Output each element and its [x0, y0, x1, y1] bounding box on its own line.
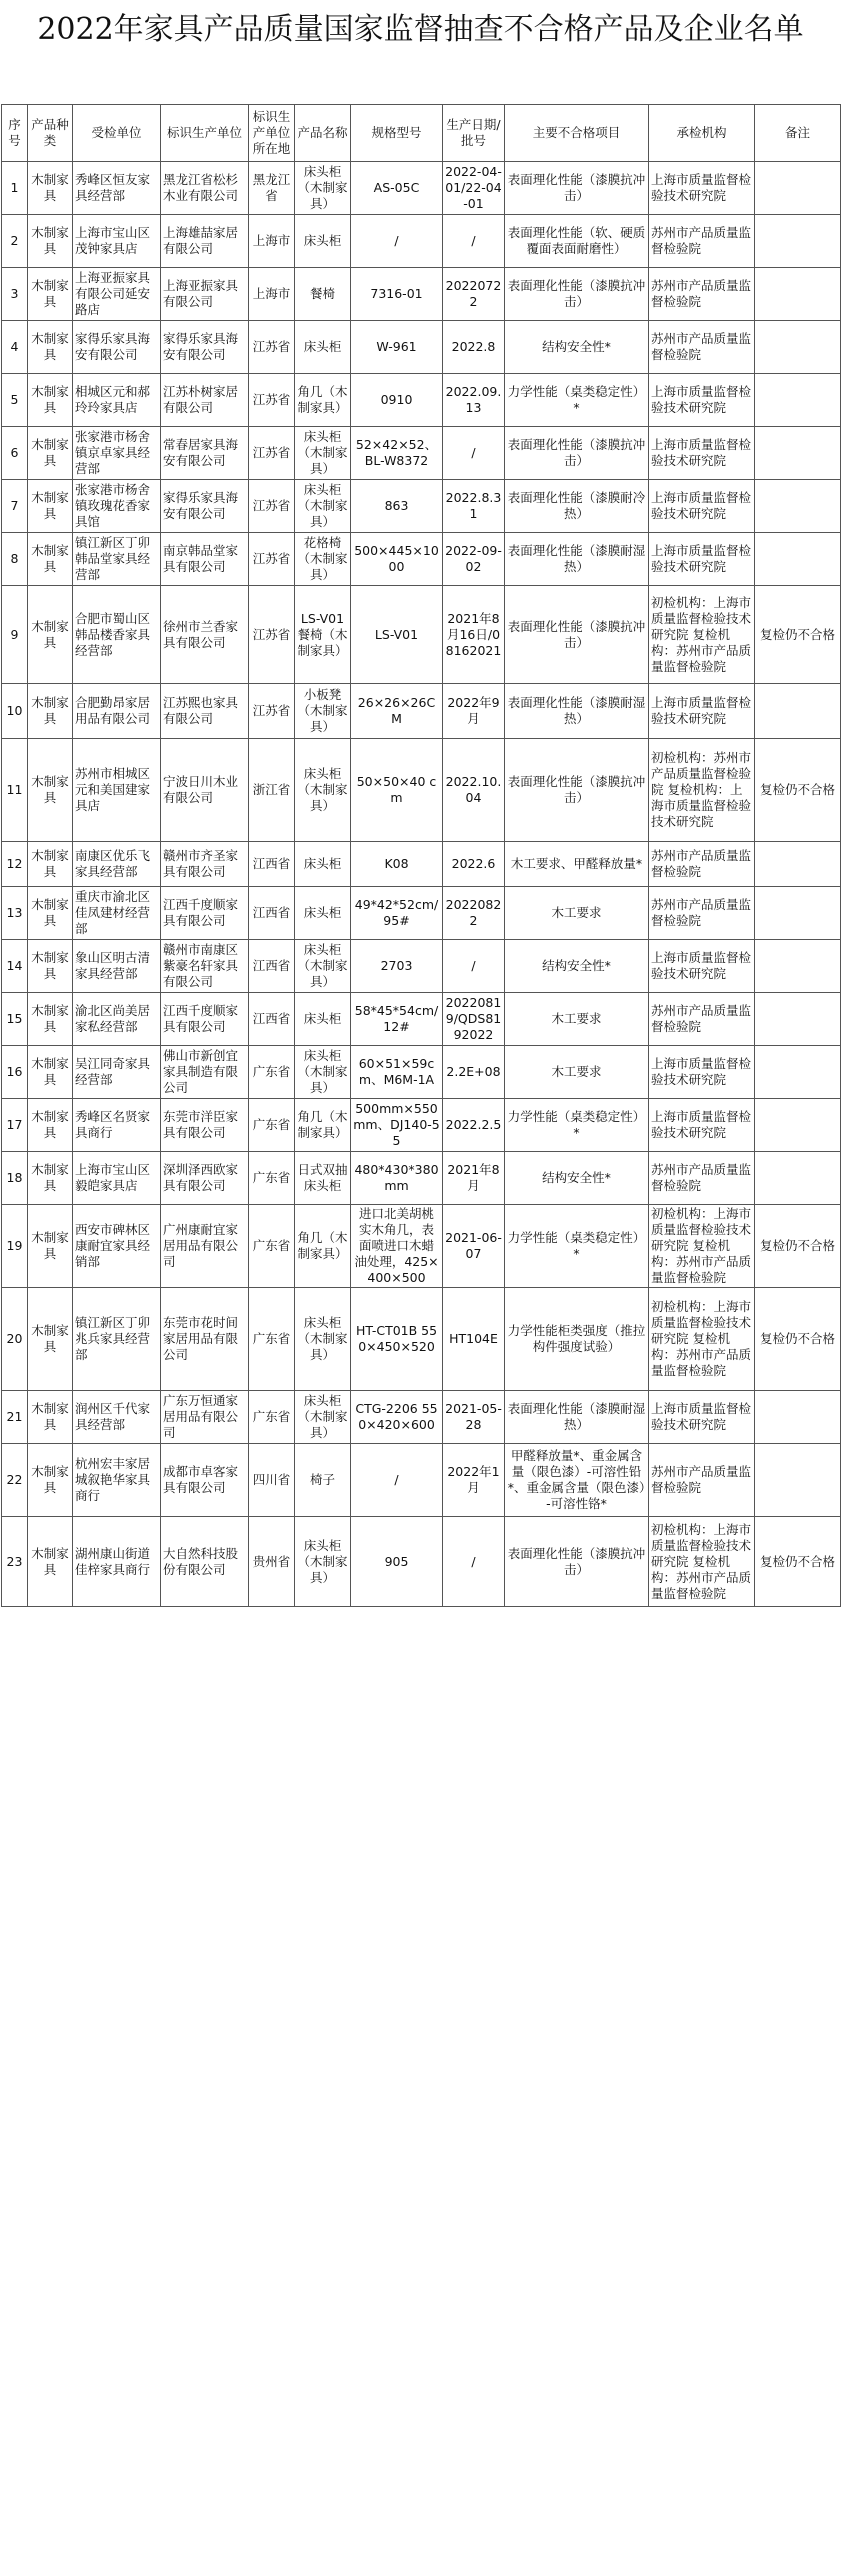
col-product-name-cell: 床头柜（木制家具） [295, 1391, 351, 1444]
col-product-name-cell: 角几（木制家具） [295, 374, 351, 427]
col-main-failure-cell: 结构安全性* [505, 1152, 649, 1205]
col-inspection-agency-cell: 上海市质量监督检验技术研究院 [649, 374, 755, 427]
col-inspection-agency-cell: 苏州市产品质量监督检验院 [649, 1444, 755, 1517]
col-category-cell: 木制家具 [28, 1517, 73, 1607]
col-index-cell: 13 [2, 887, 28, 940]
col-main-failure-cell: 表面理化性能（漆膜抗冲击） [505, 268, 649, 321]
col-location-cell: 贵州省 [249, 1517, 295, 1607]
col-inspection-agency-cell: 初检机构：上海市质量监督检验技术研究院 复检机构：苏州市产品质量监督检验院 [649, 1517, 755, 1607]
table-row [2, 374, 841, 427]
col-product-name-cell: 餐椅 [295, 268, 351, 321]
col-inspected-unit-cell: 重庆市渝北区佳凤建材经营部 [73, 887, 161, 940]
col-category-cell: 木制家具 [28, 684, 73, 739]
table-row [2, 321, 841, 374]
col-production-date-cell: / [443, 427, 505, 480]
table-row [2, 268, 841, 321]
col-inspection-agency-cell: 初检机构：上海市质量监督检验技术研究院 复检机构：苏州市产品质量监督检验院 [649, 1288, 755, 1391]
col-main-failure-cell: 表面理化性能（漆膜耐湿热） [505, 1391, 649, 1444]
header-col-index: 序号 [2, 105, 28, 162]
col-product-name-cell: 花格椅（木制家具） [295, 533, 351, 586]
col-index-cell: 12 [2, 842, 28, 887]
header-col-main-failure: 主要不合格项目 [505, 105, 649, 162]
col-manufacturer-cell: 大自然科技股份有限公司 [161, 1517, 249, 1607]
col-spec-model-cell: HT-CT01B 550×450×520 [351, 1288, 443, 1391]
col-product-name-cell: 床头柜 [295, 887, 351, 940]
col-production-date-cell: 2022年9月 [443, 684, 505, 739]
col-spec-model-cell: / [351, 1444, 443, 1517]
col-production-date-cell: 2022.8.31 [443, 480, 505, 533]
header-col-inspection-agency: 承检机构 [649, 105, 755, 162]
col-product-name-cell: 床头柜（木制家具） [295, 427, 351, 480]
col-production-date-cell: 2022.10.04 [443, 739, 505, 842]
col-index-cell: 1 [2, 162, 28, 215]
col-location-cell: 广东省 [249, 1046, 295, 1099]
col-inspection-agency-cell: 苏州市产品质量监督检验院 [649, 887, 755, 940]
col-inspected-unit-cell: 上海亚振家具有限公司延安路店 [73, 268, 161, 321]
col-index-cell: 21 [2, 1391, 28, 1444]
col-remarks-cell: 复检仍不合格 [755, 739, 841, 842]
col-location-cell: 江苏省 [249, 427, 295, 480]
col-index-cell: 17 [2, 1099, 28, 1152]
col-inspection-agency-cell: 初检机构：苏州市产品质量监督检验院 复检机构：上海市质量监督检验技术研究院 [649, 739, 755, 842]
col-remarks-cell [755, 162, 841, 215]
col-location-cell: 上海市 [249, 268, 295, 321]
col-spec-model-cell: 50×50×40 cm [351, 739, 443, 842]
col-category-cell: 木制家具 [28, 268, 73, 321]
col-production-date-cell: 20220822 [443, 887, 505, 940]
col-production-date-cell: 2021年8月 [443, 1152, 505, 1205]
col-category-cell: 木制家具 [28, 374, 73, 427]
col-location-cell: 江西省 [249, 887, 295, 940]
col-inspection-agency-cell: 上海市质量监督检验技术研究院 [649, 684, 755, 739]
col-inspection-agency-cell: 上海市质量监督检验技术研究院 [649, 1099, 755, 1152]
col-inspected-unit-cell: 合肥市蜀山区韩品楼香家具经营部 [73, 586, 161, 684]
col-category-cell: 木制家具 [28, 1288, 73, 1391]
col-manufacturer-cell: 常春居家具海安有限公司 [161, 427, 249, 480]
col-main-failure-cell: 表面理化性能（漆膜耐湿热） [505, 684, 649, 739]
col-inspected-unit-cell: 合肥勤昂家居用品有限公司 [73, 684, 161, 739]
col-inspection-agency-cell: 苏州市产品质量监督检验院 [649, 268, 755, 321]
col-spec-model-cell: W-961 [351, 321, 443, 374]
col-production-date-cell: HT104E [443, 1288, 505, 1391]
col-spec-model-cell: / [351, 215, 443, 268]
col-main-failure-cell: 力学性能（桌类稳定性）* [505, 1099, 649, 1152]
col-product-name-cell: 椅子 [295, 1444, 351, 1517]
col-category-cell: 木制家具 [28, 533, 73, 586]
col-production-date-cell: 2022.2.5 [443, 1099, 505, 1152]
col-inspection-agency-cell: 上海市质量监督检验技术研究院 [649, 480, 755, 533]
col-inspected-unit-cell: 家得乐家具海安有限公司 [73, 321, 161, 374]
table-row [2, 842, 841, 887]
col-manufacturer-cell: 东莞市花时间家居用品有限公司 [161, 1288, 249, 1391]
col-production-date-cell: / [443, 940, 505, 993]
col-main-failure-cell: 表面理化性能（漆膜抗冲击） [505, 586, 649, 684]
col-inspected-unit-cell: 镇江新区丁卯兆兵家具经营部 [73, 1288, 161, 1391]
col-location-cell: 四川省 [249, 1444, 295, 1517]
col-category-cell: 木制家具 [28, 586, 73, 684]
col-location-cell: 广东省 [249, 1099, 295, 1152]
col-inspected-unit-cell: 上海市宝山区茂钟家具店 [73, 215, 161, 268]
col-production-date-cell: 2021年8月16日/08162021 [443, 586, 505, 684]
col-index-cell: 19 [2, 1205, 28, 1288]
header-col-manufacturer: 标识生产单位 [161, 105, 249, 162]
col-production-date-cell: 20220819/QDS8192022 [443, 993, 505, 1046]
col-manufacturer-cell: 宁波日川木业有限公司 [161, 739, 249, 842]
col-remarks-cell [755, 684, 841, 739]
col-manufacturer-cell: 上海雄喆家居有限公司 [161, 215, 249, 268]
col-inspection-agency-cell: 初检机构：上海市质量监督检验技术研究院 复检机构：苏州市产品质量监督检验院 [649, 586, 755, 684]
col-production-date-cell: 2022.6 [443, 842, 505, 887]
col-main-failure-cell: 木工要求、甲醛释放量* [505, 842, 649, 887]
col-inspection-agency-cell: 初检机构：上海市质量监督检验技术研究院 复检机构：苏州市产品质量监督检验院 [649, 1205, 755, 1288]
table-row [2, 1046, 841, 1099]
header-col-inspected-unit: 受检单位 [73, 105, 161, 162]
col-index-cell: 16 [2, 1046, 28, 1099]
col-main-failure-cell: 表面理化性能（漆膜抗冲击） [505, 1517, 649, 1607]
col-remarks-cell [755, 321, 841, 374]
col-category-cell: 木制家具 [28, 427, 73, 480]
page-title: 2022年家具产品质量国家监督抽查不合格产品及企业名单 [37, 12, 804, 47]
col-manufacturer-cell: 深圳泽西欧家具有限公司 [161, 1152, 249, 1205]
col-inspection-agency-cell: 上海市质量监督检验技术研究院 [649, 940, 755, 993]
col-production-date-cell: 2022-04-01/22-04-01 [443, 162, 505, 215]
col-production-date-cell: / [443, 215, 505, 268]
col-index-cell: 9 [2, 586, 28, 684]
col-inspected-unit-cell: 象山区明古清家具经营部 [73, 940, 161, 993]
col-inspected-unit-cell: 吴江同奇家具经营部 [73, 1046, 161, 1099]
col-remarks-cell [755, 993, 841, 1046]
table-row [2, 215, 841, 268]
table-row [2, 1391, 841, 1444]
col-inspection-agency-cell: 苏州市产品质量监督检验院 [649, 215, 755, 268]
col-main-failure-cell: 木工要求 [505, 993, 649, 1046]
col-inspected-unit-cell: 张家港市杨舍镇玫瑰花香家具馆 [73, 480, 161, 533]
col-manufacturer-cell: 江苏朴树家居有限公司 [161, 374, 249, 427]
col-location-cell: 江西省 [249, 940, 295, 993]
col-spec-model-cell: 58*45*54cm/12# [351, 993, 443, 1046]
col-spec-model-cell: 0910 [351, 374, 443, 427]
col-category-cell: 木制家具 [28, 215, 73, 268]
col-spec-model-cell: 2703 [351, 940, 443, 993]
col-spec-model-cell: 60×51×59cm、M6M-1A [351, 1046, 443, 1099]
table-row [2, 533, 841, 586]
col-spec-model-cell: 7316-01 [351, 268, 443, 321]
col-remarks-cell [755, 268, 841, 321]
col-location-cell: 广东省 [249, 1152, 295, 1205]
col-category-cell: 木制家具 [28, 1205, 73, 1288]
col-remarks-cell [755, 842, 841, 887]
col-product-name-cell: 床头柜（木制家具） [295, 940, 351, 993]
col-remarks-cell [755, 374, 841, 427]
col-spec-model-cell: LS-V01 [351, 586, 443, 684]
col-inspection-agency-cell: 苏州市产品质量监督检验院 [649, 993, 755, 1046]
col-manufacturer-cell: 广东万恒通家居用品有限公司 [161, 1391, 249, 1444]
col-location-cell: 江苏省 [249, 321, 295, 374]
table-row [2, 940, 841, 993]
col-index-cell: 4 [2, 321, 28, 374]
col-inspection-agency-cell: 上海市质量监督检验技术研究院 [649, 1046, 755, 1099]
col-production-date-cell: 20220722 [443, 268, 505, 321]
col-location-cell: 江苏省 [249, 533, 295, 586]
col-remarks-cell: 复检仍不合格 [755, 1205, 841, 1288]
col-manufacturer-cell: 东莞市洋臣家具有限公司 [161, 1099, 249, 1152]
col-location-cell: 广东省 [249, 1288, 295, 1391]
col-location-cell: 黑龙江省 [249, 162, 295, 215]
col-remarks-cell [755, 215, 841, 268]
col-remarks-cell [755, 940, 841, 993]
col-spec-model-cell: 26×26×26CM [351, 684, 443, 739]
col-index-cell: 7 [2, 480, 28, 533]
col-category-cell: 木制家具 [28, 993, 73, 1046]
header-col-remarks: 备注 [755, 105, 841, 162]
col-product-name-cell: 床头柜 [295, 215, 351, 268]
col-inspected-unit-cell: 渝北区尚美居家私经营部 [73, 993, 161, 1046]
table-row [2, 1205, 841, 1288]
col-location-cell: 江苏省 [249, 586, 295, 684]
col-manufacturer-cell: 成都市卓客家具有限公司 [161, 1444, 249, 1517]
col-manufacturer-cell: 江西千度顺家具有限公司 [161, 993, 249, 1046]
header-col-category: 产品种类 [28, 105, 73, 162]
col-index-cell: 18 [2, 1152, 28, 1205]
col-index-cell: 2 [2, 215, 28, 268]
col-remarks-cell [755, 887, 841, 940]
col-location-cell: 上海市 [249, 215, 295, 268]
col-main-failure-cell: 表面理化性能（漆膜抗冲击） [505, 427, 649, 480]
col-category-cell: 木制家具 [28, 739, 73, 842]
table-row [2, 887, 841, 940]
table-header [2, 105, 841, 162]
col-main-failure-cell: 力学性能（桌类稳定性）* [505, 1205, 649, 1288]
col-category-cell: 木制家具 [28, 1152, 73, 1205]
col-spec-model-cell: 863 [351, 480, 443, 533]
col-inspected-unit-cell: 杭州宏丰家居城叙艳华家具商行 [73, 1444, 161, 1517]
col-remarks-cell: 复检仍不合格 [755, 586, 841, 684]
col-inspection-agency-cell: 上海市质量监督检验技术研究院 [649, 533, 755, 586]
col-index-cell: 11 [2, 739, 28, 842]
col-manufacturer-cell: 上海亚振家具有限公司 [161, 268, 249, 321]
col-manufacturer-cell: 家得乐家具海安有限公司 [161, 321, 249, 374]
col-main-failure-cell: 表面理化性能（漆膜耐湿热） [505, 533, 649, 586]
col-index-cell: 20 [2, 1288, 28, 1391]
col-inspected-unit-cell: 镇江新区丁卯韩品堂家具经营部 [73, 533, 161, 586]
col-index-cell: 23 [2, 1517, 28, 1607]
col-inspection-agency-cell: 苏州市产品质量监督检验院 [649, 321, 755, 374]
col-spec-model-cell: 49*42*52cm/95# [351, 887, 443, 940]
col-inspected-unit-cell: 润州区千代家具经营部 [73, 1391, 161, 1444]
col-category-cell: 木制家具 [28, 842, 73, 887]
col-product-name-cell: LS-V01餐椅（木制家具） [295, 586, 351, 684]
col-index-cell: 14 [2, 940, 28, 993]
col-manufacturer-cell: 家得乐家具海安有限公司 [161, 480, 249, 533]
col-manufacturer-cell: 江苏熙也家具有限公司 [161, 684, 249, 739]
col-remarks-cell [755, 1152, 841, 1205]
col-category-cell: 木制家具 [28, 480, 73, 533]
col-spec-model-cell: CTG-2206 550×420×600 [351, 1391, 443, 1444]
col-category-cell: 木制家具 [28, 1046, 73, 1099]
table-row [2, 684, 841, 739]
col-remarks-cell [755, 1099, 841, 1152]
col-product-name-cell: 角几（木制家具） [295, 1099, 351, 1152]
table-row [2, 993, 841, 1046]
table-row [2, 586, 841, 684]
col-spec-model-cell: AS-05C [351, 162, 443, 215]
col-product-name-cell: 床头柜（木制家具） [295, 162, 351, 215]
col-main-failure-cell: 结构安全性* [505, 321, 649, 374]
header-col-location: 标识生产单位所在地 [249, 105, 295, 162]
col-main-failure-cell: 表面理化性能（漆膜抗冲击） [505, 162, 649, 215]
col-product-name-cell: 床头柜（木制家具） [295, 1517, 351, 1607]
col-remarks-cell [755, 1046, 841, 1099]
col-remarks-cell [755, 427, 841, 480]
table-row [2, 1517, 841, 1607]
table-body [2, 162, 841, 1607]
col-product-name-cell: 角几（木制家具） [295, 1205, 351, 1288]
col-production-date-cell: / [443, 1517, 505, 1607]
col-main-failure-cell: 木工要求 [505, 887, 649, 940]
col-location-cell: 江西省 [249, 842, 295, 887]
col-index-cell: 15 [2, 993, 28, 1046]
table-row [2, 480, 841, 533]
col-spec-model-cell: 52×42×52、BL-W8372 [351, 427, 443, 480]
col-remarks-cell: 复检仍不合格 [755, 1517, 841, 1607]
col-inspected-unit-cell: 苏州市相城区元和美国建家具店 [73, 739, 161, 842]
col-location-cell: 江苏省 [249, 374, 295, 427]
col-inspected-unit-cell: 张家港市杨舍镇京卓家具经营部 [73, 427, 161, 480]
nonconforming-products-table [1, 104, 841, 1607]
col-production-date-cell: 2022.8 [443, 321, 505, 374]
col-inspection-agency-cell: 上海市质量监督检验技术研究院 [649, 162, 755, 215]
col-inspected-unit-cell: 南康区优乐飞家具经营部 [73, 842, 161, 887]
col-spec-model-cell: K08 [351, 842, 443, 887]
col-location-cell: 江苏省 [249, 684, 295, 739]
col-inspection-agency-cell: 上海市质量监督检验技术研究院 [649, 1391, 755, 1444]
col-production-date-cell: 2.2E+08 [443, 1046, 505, 1099]
col-main-failure-cell: 结构安全性* [505, 940, 649, 993]
col-index-cell: 8 [2, 533, 28, 586]
col-product-name-cell: 小板凳（木制家具） [295, 684, 351, 739]
col-index-cell: 5 [2, 374, 28, 427]
col-inspected-unit-cell: 秀峰区恒友家具经营部 [73, 162, 161, 215]
col-manufacturer-cell: 佛山市新创宜家具制造有限公司 [161, 1046, 249, 1099]
col-product-name-cell: 床头柜 [295, 321, 351, 374]
col-inspection-agency-cell: 上海市质量监督检验技术研究院 [649, 427, 755, 480]
table-row [2, 162, 841, 215]
table-row [2, 1152, 841, 1205]
table-row [2, 427, 841, 480]
col-manufacturer-cell: 广州康耐宜家居用品有限公司 [161, 1205, 249, 1288]
col-main-failure-cell: 表面理化性能（漆膜耐冷热） [505, 480, 649, 533]
col-production-date-cell: 2021-06-07 [443, 1205, 505, 1288]
col-inspected-unit-cell: 秀峰区名贤家具商行 [73, 1099, 161, 1152]
col-inspected-unit-cell: 相城区元和郝玲玲家具店 [73, 374, 161, 427]
col-category-cell: 木制家具 [28, 940, 73, 993]
col-category-cell: 木制家具 [28, 321, 73, 374]
col-main-failure-cell: 表面理化性能（软、硬质覆面表面耐磨性） [505, 215, 649, 268]
col-production-date-cell: 2022年1月 [443, 1444, 505, 1517]
header-col-production-date: 生产日期/批号 [443, 105, 505, 162]
col-product-name-cell: 日式双抽床头柜 [295, 1152, 351, 1205]
col-production-date-cell: 2021-05-28 [443, 1391, 505, 1444]
col-manufacturer-cell: 赣州市南康区紫豪名轩家具有限公司 [161, 940, 249, 993]
header-row [2, 105, 841, 162]
col-location-cell: 浙江省 [249, 739, 295, 842]
col-index-cell: 6 [2, 427, 28, 480]
table-row [2, 1099, 841, 1152]
col-production-date-cell: 2022-09-02 [443, 533, 505, 586]
col-inspection-agency-cell: 苏州市产品质量监督检验院 [649, 1152, 755, 1205]
col-index-cell: 22 [2, 1444, 28, 1517]
table-row [2, 1288, 841, 1391]
table-row [2, 1444, 841, 1517]
col-inspected-unit-cell: 上海市宝山区毅皑家具店 [73, 1152, 161, 1205]
col-main-failure-cell: 木工要求 [505, 1046, 649, 1099]
col-product-name-cell: 床头柜（木制家具） [295, 480, 351, 533]
col-spec-model-cell: 500mm×550mm、DJ140-55 [351, 1099, 443, 1152]
col-production-date-cell: 2022.09.13 [443, 374, 505, 427]
col-product-name-cell: 床头柜（木制家具） [295, 739, 351, 842]
col-spec-model-cell: 500×445×1000 [351, 533, 443, 586]
col-remarks-cell [755, 1444, 841, 1517]
col-category-cell: 木制家具 [28, 162, 73, 215]
col-main-failure-cell: 力学性能（桌类稳定性）* [505, 374, 649, 427]
col-manufacturer-cell: 赣州市齐圣家具有限公司 [161, 842, 249, 887]
col-location-cell: 江西省 [249, 993, 295, 1046]
header-col-product-name: 产品名称 [295, 105, 351, 162]
col-manufacturer-cell: 徐州市兰香家具有限公司 [161, 586, 249, 684]
col-spec-model-cell: 进口北美胡桃实木角几，表面喷进口木蜡油处理，425×400×500 [351, 1205, 443, 1288]
col-product-name-cell: 床头柜（木制家具） [295, 1046, 351, 1099]
col-spec-model-cell: 905 [351, 1517, 443, 1607]
col-manufacturer-cell: 黑龙江省松杉木业有限公司 [161, 162, 249, 215]
col-main-failure-cell: 力学性能柜类强度（推拉构件强度试验） [505, 1288, 649, 1391]
col-main-failure-cell: 表面理化性能（漆膜抗冲击） [505, 739, 649, 842]
col-manufacturer-cell: 江西千度顺家具有限公司 [161, 887, 249, 940]
col-remarks-cell [755, 480, 841, 533]
col-category-cell: 木制家具 [28, 1444, 73, 1517]
table-row [2, 739, 841, 842]
col-remarks-cell [755, 533, 841, 586]
col-category-cell: 木制家具 [28, 887, 73, 940]
col-location-cell: 广东省 [249, 1391, 295, 1444]
col-location-cell: 广东省 [249, 1205, 295, 1288]
col-remarks-cell [755, 1391, 841, 1444]
col-inspected-unit-cell: 西安市碑林区康耐宜家具经销部 [73, 1205, 161, 1288]
col-product-name-cell: 床头柜（木制家具） [295, 1288, 351, 1391]
col-inspection-agency-cell: 苏州市产品质量监督检验院 [649, 842, 755, 887]
col-remarks-cell: 复检仍不合格 [755, 1288, 841, 1391]
col-index-cell: 10 [2, 684, 28, 739]
col-spec-model-cell: 480*430*380mm [351, 1152, 443, 1205]
col-category-cell: 木制家具 [28, 1391, 73, 1444]
col-manufacturer-cell: 南京韩品堂家具有限公司 [161, 533, 249, 586]
col-index-cell: 3 [2, 268, 28, 321]
col-category-cell: 木制家具 [28, 1099, 73, 1152]
col-product-name-cell: 床头柜 [295, 842, 351, 887]
col-product-name-cell: 床头柜 [295, 993, 351, 1046]
col-inspected-unit-cell: 湖州康山街道佳梓家具商行 [73, 1517, 161, 1607]
col-main-failure-cell: 甲醛释放量*、重金属含量（限色漆）-可溶性铅*、重金属含量（限色漆）-可溶性铬* [505, 1444, 649, 1517]
col-location-cell: 江苏省 [249, 480, 295, 533]
header-col-spec-model: 规格型号 [351, 105, 443, 162]
